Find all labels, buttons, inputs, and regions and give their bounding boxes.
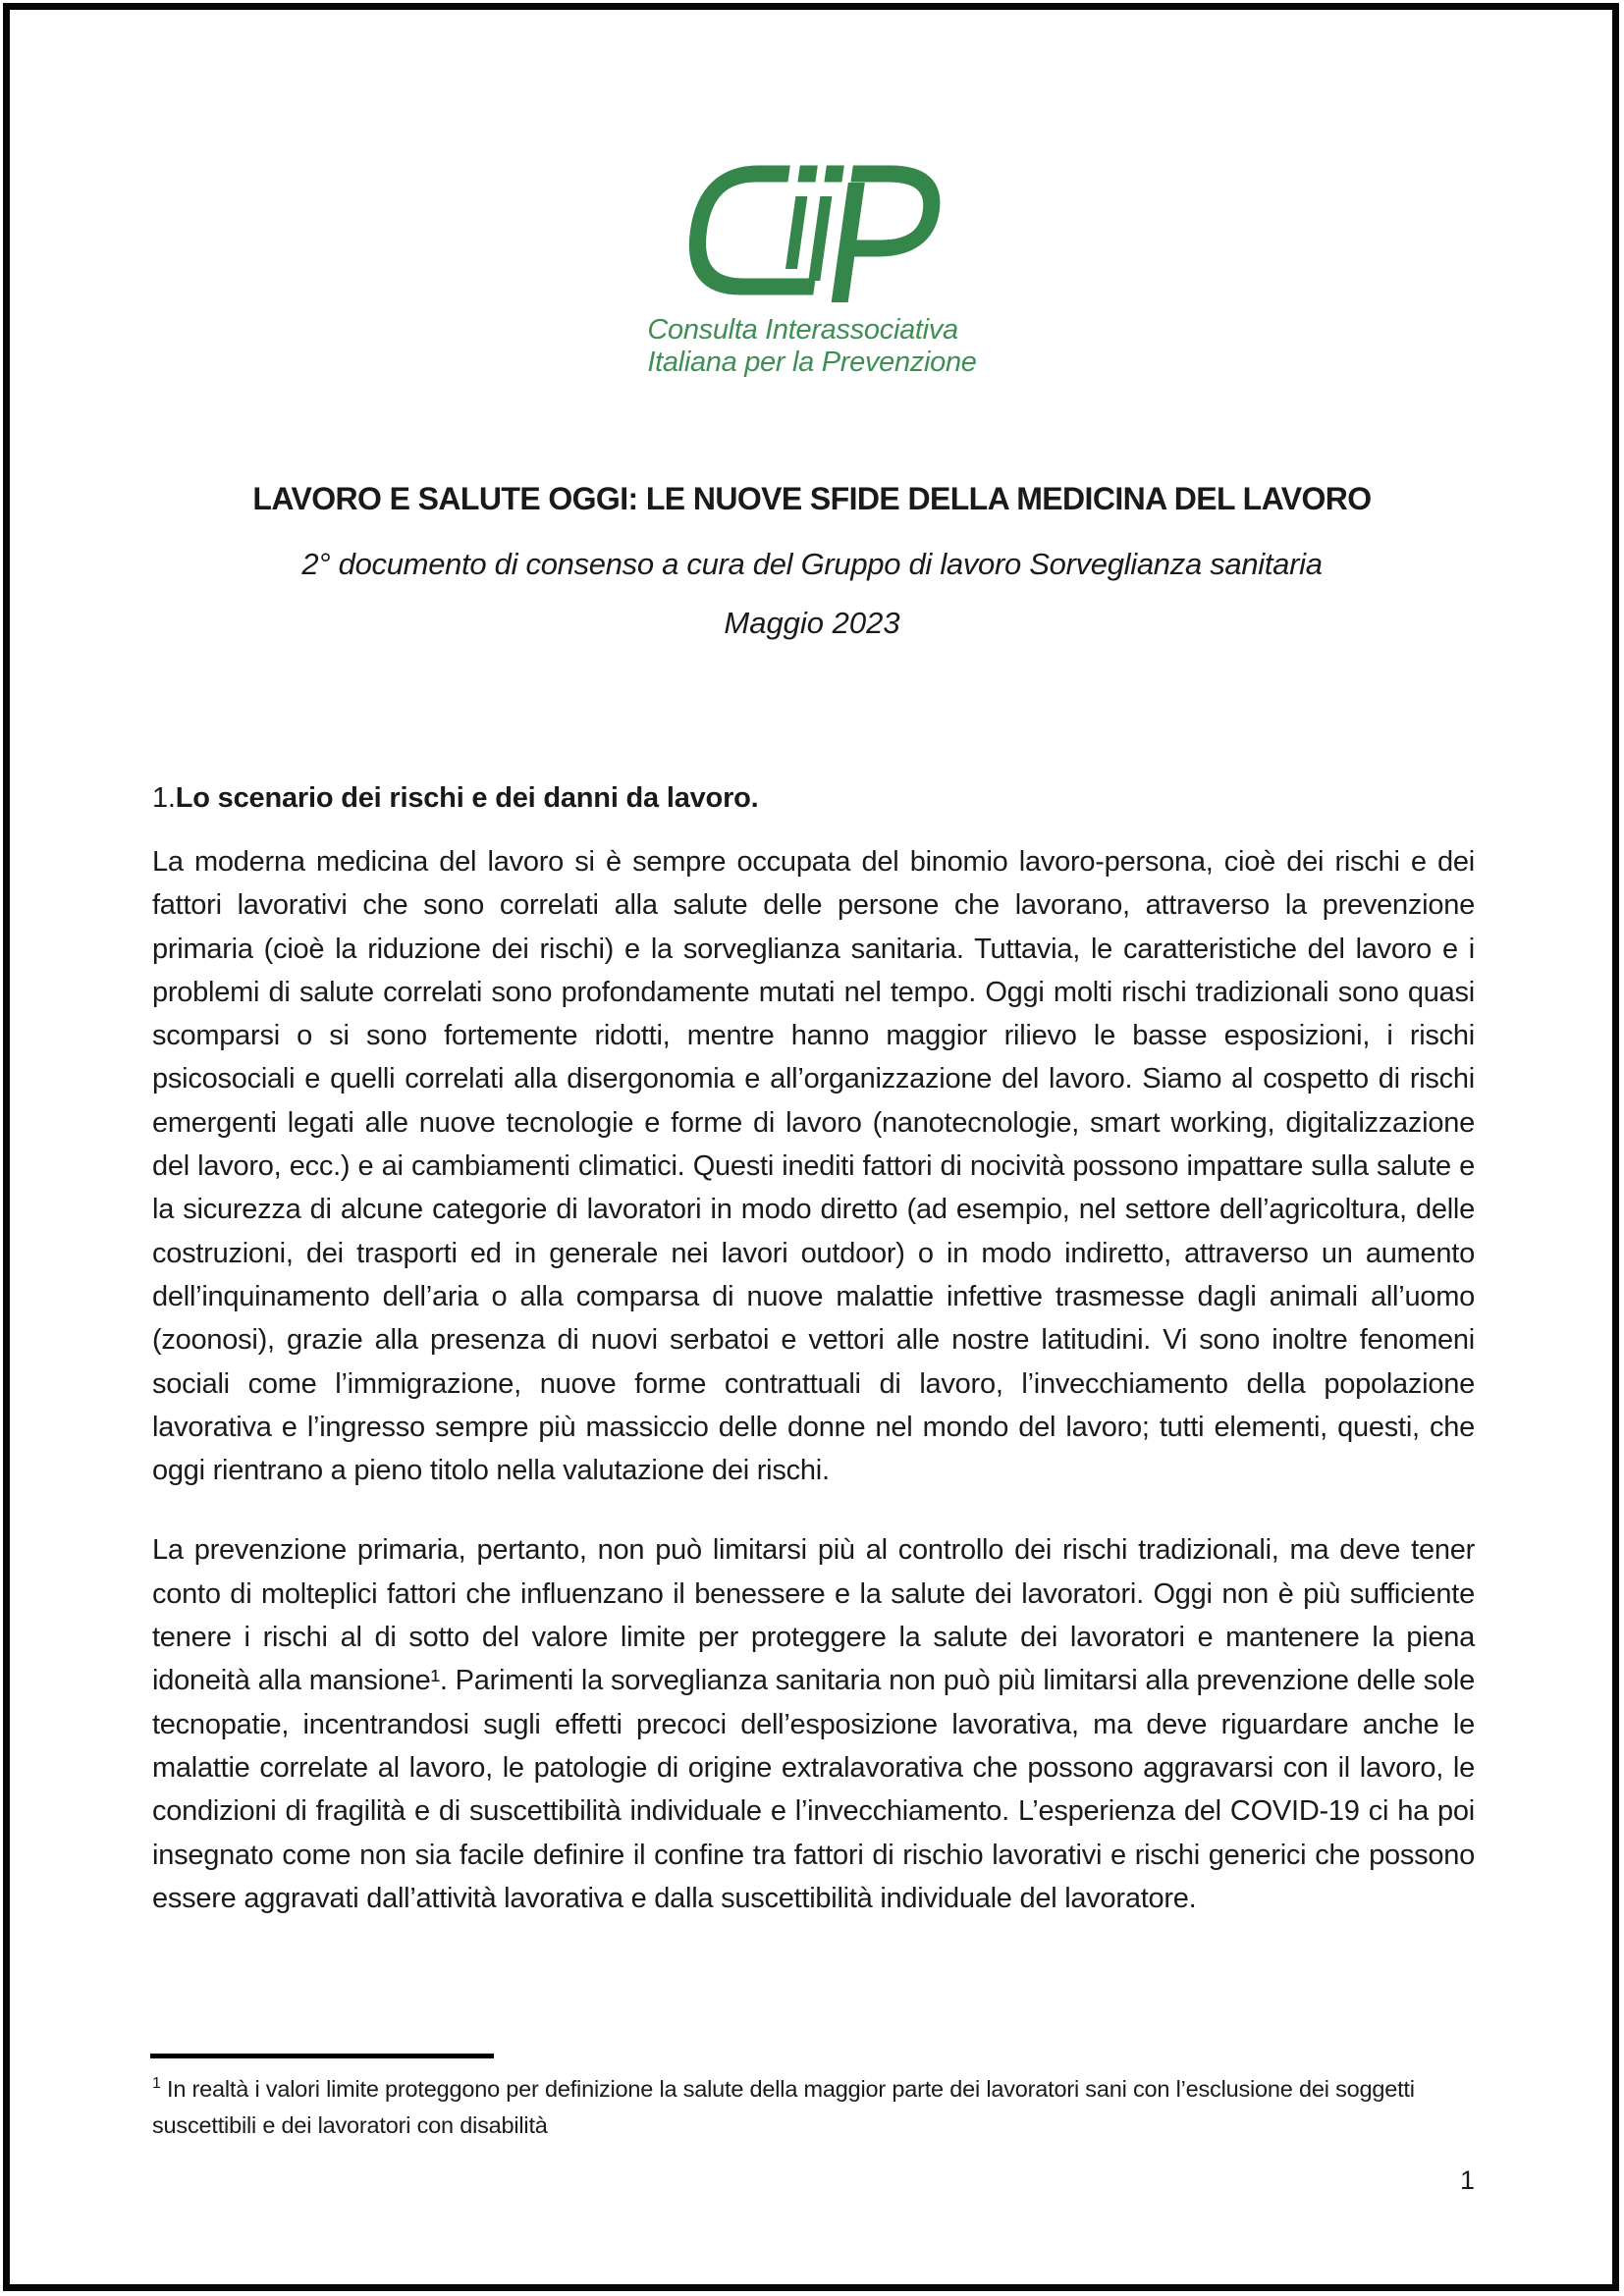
body-text — [152, 840, 1475, 1956]
document-date: Maggio 2023 — [724, 606, 900, 640]
footnote — [152, 2071, 1475, 2144]
section-number: 1. — [152, 782, 176, 814]
document-subtitle: 2° documento di consenso a cura del Gruppo di lavoro Sorveglianza sanitaria — [301, 547, 1323, 581]
document-title: LAVORO E SALUTE OGGI: LE NUOVE SFIDE DELLA MEDICINA DEL LAVORO — [252, 481, 1372, 516]
paragraph-2: La prevenzione primaria, pertanto, non può limitarsi più al controllo dei rischi tradizionali, ma deve tener conto di molteplici fattori che influenzano il benessere e la salute dei lavoratori. Oggi non è più sufficiente tenere i rischi al di sotto del valore limite per proteggere la salute dei lavoratori e mantenere la piena idoneità alla mansione¹. Parimenti la sorveglianza sanitaria non può più limitarsi alla prevenzione delle sole tecnopatie, incentrandosi sugli effetti precoci dell’esposizione lavorativa, ma deve riguardare anche le malattie correlate al lavoro, le patologie di origine extralavorativa che possono aggravarsi con il lavoro, le condizioni di fragilità e di suscettibilità individuale e l’invecchiamento. L’esperienza del COVID-19 ci ha poi insegnato come non sia facile definire il confine tra fattori di rischio lavorativi e rischi generici che possono essere aggravati dall’attività lavorativa e dalla suscettibilità individuale del lavoratore. — [152, 1534, 1475, 1914]
footnote-text: In realtà i valori limite proteggono per definizione la salute della maggior parte dei lavoratori sani con l’esclusione dei soggetti suscettibili e dei lavoratori con disabilità — [152, 2076, 1415, 2138]
paragraph-1: La moderna medicina del lavoro si è sempre occupata del binomio lavoro-persona, cioè dei rischi e dei fattori lavorativi che sono correlati alla salute delle persone che lavorano, attraverso la prevenzione primaria (cioè la riduzione dei rischi) e la sorveglianza sanitaria. Tuttavia, le caratteristiche del lavoro e i problemi di salute correlati sono profondamente mutati nel tempo. Oggi molti rischi tradizionali sono quasi scomparsi o si sono fortemente ridotti, mentre hanno maggior rilievo le basse esposizioni, i rischi psicosociali e quelli correlati alla disergonomia e all’organizzazione del lavoro. Siamo al cospetto di rischi emergenti legati alle nuove tecnologie e forme di lavoro (nanotecnologie, smart working, digitalizzazione del lavoro, ecc.) e ai cambiamenti climatici. Questi inediti fattori di nocività possono impattare sulla salute e la sicurezza di alcune categorie di lavoratori in modo diretto (ad esempio, nel settore dell’agricoltura, delle costruzioni, dei trasporti ed in generale nei lavori outdoor) o in modo indiretto, attraverso un aumento dell’inquinamento dell’aria o alla comparsa di nuove malattie infettive trasmesse dagli animali all’uomo (zoonosi), grazie alla presenza di nuovi serbatoi e vettori alle nostre latitudini. Vi sono inoltre fenomeni sociali come l’immigrazione, nuove forme contrattuali di lavoro, l’invecchiamento della popolazione lavorativa e l’ingresso sempre più massiccio delle donne nel mondo del lavoro; tutti elementi, questi, che oggi rientrano a pieno titolo nella valutazione dei rischi. — [152, 846, 1475, 1487]
footnote-separator — [150, 2054, 494, 2058]
section-heading — [152, 782, 1475, 815]
logo-caption — [647, 314, 976, 379]
ciip-logo-icon — [683, 157, 941, 304]
logo-caption-line1: Consulta Interassociativa — [647, 314, 958, 346]
section-title: Lo scenario dei rischi e dei danni da lavoro. — [175, 782, 759, 814]
ciip-logo-block — [645, 157, 979, 379]
page-number: 1 — [1459, 2165, 1475, 2195]
logo-caption-line2: Italiana per la Prevenzione — [647, 347, 977, 378]
footnote-marker: 1 — [152, 2075, 161, 2093]
